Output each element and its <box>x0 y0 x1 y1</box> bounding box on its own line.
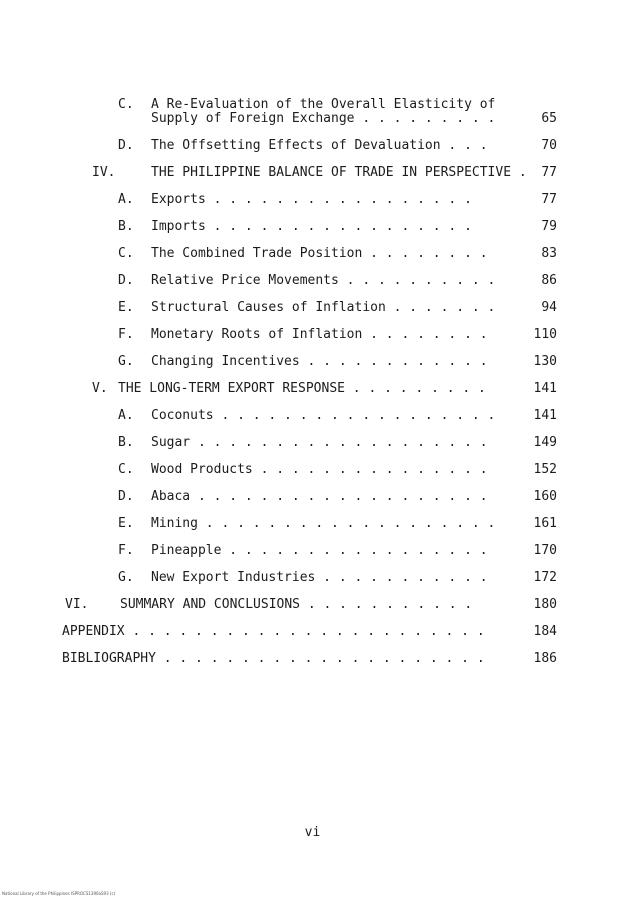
toc-page-number: 160 <box>533 489 557 504</box>
toc-page-number: 184 <box>533 624 557 639</box>
toc-chapter-vi <box>0 596 625 614</box>
toc-entry-relative-price <box>0 272 625 290</box>
toc-page-number: 180 <box>533 597 557 612</box>
toc-page-number: 170 <box>533 543 557 558</box>
toc-label: C. <box>118 246 134 261</box>
toc-chapter-title: THE PHILIPPINE BALANCE OF TRADE IN PERSPECTIVE . <box>151 165 527 180</box>
toc-label: B. <box>118 219 134 234</box>
toc-page-number: 141 <box>533 408 557 423</box>
toc-page-number: 77 <box>541 192 557 207</box>
toc-entry-d-offsetting-effects <box>0 137 625 155</box>
toc-entry-monetary-roots <box>0 326 625 344</box>
toc-entry-coconuts <box>0 407 625 425</box>
toc-page-number: 77 <box>541 165 557 180</box>
toc-entry-imports <box>0 218 625 236</box>
toc-text: Relative Price Movements . . . . . . . . . . <box>151 273 496 288</box>
toc-label: G. <box>118 354 134 369</box>
toc-page-number: 79 <box>541 219 557 234</box>
toc-page-number: 110 <box>533 327 557 342</box>
toc-entry-changing-incentives <box>0 353 625 371</box>
toc-text: Pineapple . . . . . . . . . . . . . . . . . <box>151 543 488 558</box>
page-folio-number: vi <box>304 825 321 840</box>
toc-page-number: 152 <box>533 462 557 477</box>
toc-label: E. <box>118 516 134 531</box>
toc-entry-abaca <box>0 488 625 506</box>
toc-entry-mining <box>0 515 625 533</box>
toc-page-number: 141 <box>533 381 557 396</box>
toc-text: Exports . . . . . . . . . . . . . . . . . <box>151 192 472 207</box>
toc-entry-structural-causes <box>0 299 625 317</box>
toc-text: New Export Industries . . . . . . . . . . . <box>151 570 488 585</box>
toc-text: The Offsetting Effects of Devaluation . . . <box>151 138 488 153</box>
toc-chapter-number: V. <box>92 381 108 396</box>
toc-page-number: 130 <box>533 354 557 369</box>
toc-chapter-title: SUMMARY AND CONCLUSIONS . . . . . . . . . . . <box>120 597 473 612</box>
toc-text: Wood Products . . . . . . . . . . . . . . . <box>151 462 488 477</box>
toc-label: F. <box>118 327 134 342</box>
toc-text: Monetary Roots of Inflation . . . . . . . . <box>151 327 488 342</box>
toc-chapter-iv <box>0 164 625 182</box>
toc-entry-exports <box>0 191 625 209</box>
toc-page-number: 86 <box>541 273 557 288</box>
toc-text: The Combined Trade Position . . . . . . . . <box>151 246 488 261</box>
toc-page-number: 94 <box>541 300 557 315</box>
toc-page-number: 186 <box>533 651 557 666</box>
toc-bibliography <box>0 650 625 668</box>
toc-page-number: 70 <box>541 138 557 153</box>
toc-appendix <box>0 623 625 641</box>
toc-section-title: BIBLIOGRAPHY . . . . . . . . . . . . . . . . . . . . . <box>62 651 485 666</box>
toc-text: Abaca . . . . . . . . . . . . . . . . . . . <box>151 489 488 504</box>
toc-page-number: 65 <box>541 111 557 126</box>
toc-text: Coconuts . . . . . . . . . . . . . . . . . . <box>151 408 496 423</box>
scan-footer-credit: National Library of the Philippines ISPROCS1390aS93 (c) <box>2 891 116 896</box>
toc-text: Mining . . . . . . . . . . . . . . . . . . . <box>151 516 496 531</box>
toc-page-number: 83 <box>541 246 557 261</box>
toc-page-number: 149 <box>533 435 557 450</box>
toc-text-continued: Supply of Foreign Exchange . . . . . . . . . <box>151 111 496 126</box>
toc-label: F. <box>118 543 134 558</box>
toc-entry-sugar <box>0 434 625 452</box>
toc-chapter-title: THE LONG-TERM EXPORT RESPONSE . . . . . . . . . <box>118 381 486 396</box>
toc-text: Structural Causes of Inflation . . . . . . . <box>151 300 496 315</box>
toc-page-number: 172 <box>533 570 557 585</box>
toc-text: Changing Incentives . . . . . . . . . . . . <box>151 354 488 369</box>
toc-section-title: APPENDIX . . . . . . . . . . . . . . . . . . . . . . . <box>62 624 485 639</box>
toc-label: D. <box>118 138 134 153</box>
toc-label: B. <box>118 435 134 450</box>
toc-label: G. <box>118 570 134 585</box>
toc-text: Sugar . . . . . . . . . . . . . . . . . . . <box>151 435 488 450</box>
toc-chapter-number: VI. <box>65 597 89 612</box>
toc-label: E. <box>118 300 134 315</box>
toc-entry-pineapple <box>0 542 625 560</box>
toc-entry-new-export-industries <box>0 569 625 587</box>
toc-label: D. <box>118 489 134 504</box>
toc-entry-combined-trade <box>0 245 625 263</box>
toc-chapter-number: IV. <box>92 165 116 180</box>
toc-text: A Re-Evaluation of the Overall Elasticity of <box>151 97 496 112</box>
toc-entry-wood-products <box>0 461 625 479</box>
toc-label: A. <box>118 192 134 207</box>
toc-label: C. <box>118 462 134 477</box>
toc-chapter-v <box>0 380 625 398</box>
toc-label: A. <box>118 408 134 423</box>
toc-page-number: 161 <box>533 516 557 531</box>
toc-label: C. <box>118 97 134 112</box>
toc-label: D. <box>118 273 134 288</box>
toc-text: Imports . . . . . . . . . . . . . . . . . <box>151 219 472 234</box>
